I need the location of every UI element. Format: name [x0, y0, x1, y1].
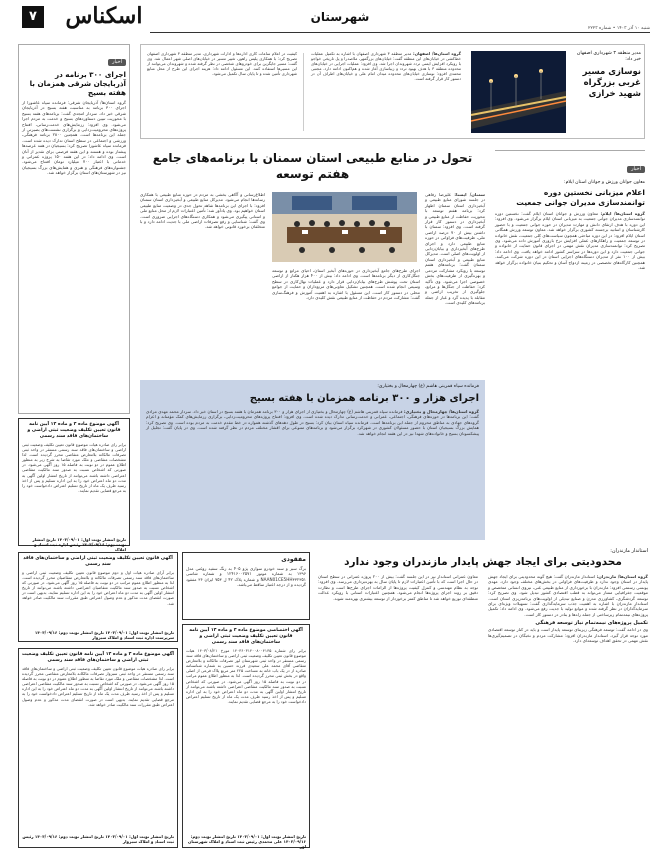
ad-1-foot: تاریخ انتشار نوبت اول: ۱۴۰۳/۰۹/۰۱ تاریخ انتشار نوبت دوم: ۱۴۰۳/۰۹/۱۶ رئیس اداره ثبت اسناد و املاک	[32, 537, 126, 552]
ad-1	[18, 418, 130, 552]
basij-body	[146, 409, 479, 529]
main-col-3: اطلاع‌رسانی و آگاهی بخشی به مردم در حوزه منابع طبیعی با همکاری رسانه‌ها انجام می‌شود. مدیرکل منابع طبیعی و آبخیزداری استان سمنان افزود: با اجرای این برنامه‌ها شاهد تحول جدی در وضعیت منابع طبیعی استان خواهیم بود. وی یادآور شد: تأمین اعتبارات لازم از محل منابع ملی و استانی پیگیری می‌شود و همکاری دستگاه‌های اجرایی ضروری است. وی گفت: شناسایی و رفع تصرفات اراضی ملی با جدیت ادامه دارد و با متخلفان برخورد قانونی خواهد شد.	[140, 192, 265, 230]
ad-4	[182, 624, 310, 848]
ad-2-title: آگهی قانون تعیین تکلیف وضعیت ثبتی اراضی و ساختمان‌های فاقد سند رسمی	[23, 556, 173, 567]
ad-2-body: برابر آرای صادره هیات اول و دوم موضوع قانون تعیین تکلیف وضعیت ثبتی اراضی و ساختمان‌های فاقد سند رسمی تصرفات مالکانه و بلامعارض متقاضیان محرز گردیده است. لذا به منظور اطلاع عموم مراتب در دو نوبت به فاصله ۱۵ روز آگهی می‌شود. در صورتی که اشخاص نسبت به صدور سند مالکیت متقاضیان اعتراضی داشته باشند می‌توانند از تاریخ انتشار اولین آگهی به مدت دو ماه اعتراض خود را به این اداره تسلیم نمایند. بدیهی است در صورت انقضای مدت مذکور و عدم وصول اعتراض طبق مقررات سند مالکیت صادر خواهد شد.	[22, 570, 175, 606]
main-col-2: اجرای طرح‌های جامع آبخیزداری در حوزه‌های آبخیز استان، احیای مراتع و توسعه جنگل‌کاری از دیگر برنامه‌ها است. وی ادامه داد: بیش از ۴۰۰ هزار هکتار از اراضی استان تحت پوشش طرح‌های بیابان‌زدایی قرار دارد و عملیات نهال‌کاری در سطح وسیعی انجام شده است. همچنین تشکیل تعاونی‌های مرتع‌داران و حمایت از جوامع محلی در دستور کار است. این مسئول با اشاره به اهمیت آموزش و فرهنگ‌سازی گفت: مشارکت مردم در حفاظت از منابع طبیعی نقش کلیدی دارد.	[272, 268, 420, 301]
mazandaran-col-left: معاون عمرانی استاندار نیز در این جلسه گفت: بیش از ۲۰۰ پروژه عمرانی در سطح استان در حال اجرا است که با تأمین اعتبارات لازم تا پایان سال به بهره‌برداری می‌رسد. وی افزود: توجه به نظام مهندسی و کنترل کیفیت پروژه‌ها از الزامات اجرای طرح‌ها است و نظارت دقیق بر روند اجرای پروژه‌ها انجام می‌شود. همچنین اعتبارات استانی با رویکرد عدالت منطقه‌ای توزیع خواهد شد تا مناطق کمتر برخوردار از توسعه بیشتری بهره‌مند شوند.	[318, 574, 478, 601]
ad-3-title: مفقودی	[281, 556, 306, 563]
mazandaran-col-right	[488, 574, 648, 844]
ad-4-foot: تاریخ انتشار نوبت اول: ۱۴۰۳/۰۹/۰۱ تاریخ انتشار نوبت دوم: ۱۴۰۳/۰۹/۱۶ علی محمدی رئیس ثبت اسناد و املاک شهرستان لور	[188, 834, 306, 849]
mazandaran-kicker: استاندار مازندران:	[610, 548, 648, 554]
right-mid-kicker: معاون جوانان ورزش و جوانان استان ایلام:	[564, 180, 645, 185]
ad-4-body: برابر رای شماره ۱۴۰۳۶۰۳۱۴۰۰۸۰۰۴۱۳۵ مورخ ۱۴۰۳/۰۸/۲۱ هیات موضوع قانون تعیین تکلیف وضعیت ثبتی اراضی و ساختمان‌های فاقد سند رسمی مستقر در واحد ثبتی شهرستان لور تصرفات مالکانه و بلامعارض متقاضی آقای محمد علی سعیدی فرزند حسین به شماره شناسنامه صادره از در یک باب خانه به مساحت ۲۲۵ متر مربع پلاک فرعی از اصلی واقع در بخش ثبتی محرز گردیده است. لذا به منظور اطلاع عموم مراتب در دو نوبت به فاصله ۱۵ روز آگهی می‌شود. در صورتی که اشخاص نسبت به صدور سند مالکیت متقاضی اعتراضی داشته باشند می‌توانند از تاریخ انتشار اولین آگهی به مدت دو ماه اعتراض خود را به این اداره تسلیم و پس از اخذ رسید ظرف مدت یک ماه از تاریخ تسلیم اعتراض دادخواست خود را به مرجع قضایی تقدیم نمایند.	[186, 648, 306, 704]
top-center-divider	[303, 53, 304, 131]
top-center-col-right	[311, 51, 461, 135]
top-center-lead: گروه استان‌ها/ اصفهان:	[413, 51, 462, 56]
ad-5	[18, 648, 178, 848]
right-mid-text: معاون ورزش و جوانان استان ایلام گفت: نخستین دوره توانمندسازی مدیران جوانی جمعیت به میزبانی استان ایلام برگزار می‌شود. وی افزود: این دوره با هدف ارتقای دانش و مهارت مدیران در حوزه جوانی جمعیت و با حضور کارشناسان و اساتید برجسته کشوری برگزار خواهد شد. معاون توسعه ورزش همگانی استان ایلام افزود: در این دوره مباحثی همچون سیاست‌های کلی جمعیت، نقش خانواده در توسعه جمعیت و راهکارهای عملی افزایش نرخ باروری آموزش داده می‌شود. وی تصریح کرد: توانمندسازی مدیران نقش مهمی در اجرای قانون حمایت از خانواده و جوانی جمعیت دارد و این دوره‌ها در سراسر کشور ادامه خواهد یافت. وی ادامه داد: بیش از ۱۰۰ نفر از مدیران دستگاه‌های اجرایی استان در این دوره شرکت می‌کنند. همچنین کارگاه‌های تخصصی در زمینه ازدواج آسان و تحکیم بنیان خانواده برگزار خواهد شد.	[495, 211, 645, 271]
ad-4-title: آگهی اختصاصی موضوع ماده ۳ و ماده ۱۳ آیین نامه قانون تعیین تکلیف وضعیت ثبتی اراضی و ساختمان‌های فاقد سند رسمی	[189, 628, 303, 645]
right-mid-story	[495, 150, 645, 540]
mazandaran-intro: گروه استان‌ها/ مازندران:	[596, 574, 648, 579]
main-col-1-text: علیرضا رفاهی در جلسه شورای منابع طبیعی و آبخیزداری استان سمنان اظهار کرد: برنامه هفتم توسعه با محوریت حفاظت از منابع طبیعی و آبخیزداری در دستور کار قرار گرفته است. وی افزود: سمنان با داشتن بیش از ۷۰ درصد اراضی ملی، ظرفیت‌های فراوانی در حوزه منابع طبیعی دارد و اجرای طرح‌های آبخیزداری و بیابان‌زدایی از اولویت‌های اصلی است. مدیرکل منابع طبیعی و آبخیزداری استان سمنان گفت: برنامه‌های هفتم توسعه با رویکرد مشارکت مردمی و بهره‌گیری از ظرفیت‌های بخش خصوصی اجرا می‌شود. وی تأکید کرد: حفاظت از جنگل‌ها و مراتع، جلوگیری از تخریب اراضی و مقابله با پدیده گرد و غبار از جمله برنامه‌های کلیدی است.	[425, 192, 485, 306]
mazandaran-subhead: تکمیل پروژه‌های نیمه‌تمام نیاز توسعه فرهنگی	[535, 620, 648, 627]
right-mid-body	[495, 211, 645, 541]
ad-5-foot: تاریخ انتشار نوبت اول: ۱۴۰۳/۰۹/۰۱ تاریخ انتشار نوبت دوم: ۱۴۰۳/۰۹/۱۶ رئیس ثبت اسناد و املاک سبزوار	[22, 834, 174, 844]
ad-2-foot: تاریخ انتشار نوبت اول: ۱۴۰۳/۰۹/۰۱ تاریخ انتشار نوبت دوم: ۱۴۰۳/۰۹/۱۶ سرپرست اداره ثبت اسناد و املاک سبزوار	[34, 630, 174, 640]
mazandaran-body-1: استاندار مازندران گفت: هیچ گونه محدودیتی برای ایجاد جهش پایدار در استان وجود ندارد و ظرفیت‌های فراوانی در بخش‌های مختلف وجود دارد. مهدی یونسی رستمی افزود: مازندران با برخورداری از منابع طبیعی غنی، نیروی انسانی متخصص و موقعیت جغرافیایی ممتاز می‌تواند به قطب اقتصادی کشور تبدیل شود. وی تصریح کرد: توسعه گردشگری، کشاورزی مدرن و صنایع تبدیلی از اولویت‌های برنامه‌ریزی استان است. استاندار مازندران با اشاره به اهمیت جذب سرمایه‌گذاری گفت: تسهیلات ویژه‌ای برای سرمایه‌گذاران در نظر گرفته شده و موانع تولید با جدیت رفع می‌شود. وی ادامه داد: تکمیل پروژه‌های نیمه‌تمام زیرساختی از جمله راه‌ها و بنادر در دستور کار است.	[488, 574, 648, 617]
top-center-box	[140, 44, 645, 139]
mazandaran-story	[318, 548, 648, 848]
top-center-body: مدیر منطقه ۳ شهرداری اصفهان با اشاره به تکمیل عملیات خط‌کشی در خیابان‌های این منطقه گفت: خیابان‌های بزرگمهر، ملاصدرا و پل تاریخی خواجو با رویکرد افزایش ایمنی تردد شهروندان اجرا شد. وی افزود: عملیات اجرایی در خیابان‌های محدوده منطقه ۳ با هدف بهبود تردد و زیباسازی آغاز شده و هم‌اکنون ادامه دارد. مجتبی محمدی افزود: نوسازی خیابان‌های محدوده میدان امام علی و خیابان‌های اطراف آن در دستور کار قرار گرفته است.	[311, 51, 461, 82]
basij-kicker: فرمانده سپاه قمربنی هاشم (ع) چهارمحال و بختیاری:	[377, 384, 479, 389]
top-center-col-left: کیفیت در اعلام ساعات کاری اداره‌ها و ادارات شهرداری، مدیر منطقه ۳ شهرداری اصفهان تصریح کرد: با همکاری پلیس راهور، تغییر مسیر در خیابان‌های اصلی شهر اعمال شد. وی گفت: مسیر جایگزین برای خودروهای شخصی در نظر گرفته شده و شهروندان می‌توانند از این مسیرها استفاده کنند. این مسئول ادامه داد: هزینه اجرای این طرح از محل منابع شهرداری تأمین شده و تا پایان سال تکمیل می‌شود.	[147, 51, 297, 77]
ad-1-body: برابر رای صادره هیات موضوع قانون تعیین تکلیف وضعیت ثبتی اراضی و ساختمان‌های فاقد سند رسمی مستقر در واحد ثبتی تصرفات مالکانه بلامعارض متقاضی محرز گردیده است. لذا مشخصات متقاضی و ملک مورد تقاضا به شرح زیر به منظور اطلاع عموم در دو نوبت به فاصله ۱۵ روز آگهی می‌شود. در صورتی که اشخاص نسبت به صدور سند مالکیت متقاضی اعتراضی داشته باشند می‌توانند از تاریخ انتشار اولین آگهی به مدت دو ماه اعتراض خود را به این اداره تسلیم و پس از اخذ رسید ظرف یک ماه از تاریخ تسلیم اعتراض دادخواست خود را به مرجع قضایی تقدیم نمایند.	[22, 442, 126, 493]
news-pill: اخبار	[108, 59, 126, 66]
section-label: شهرستان	[310, 10, 370, 24]
ad-1-title: آگهی موضوع ماده ۳ و ماده ۱۳ آیین نامه قانون تعیین تکلیف وضعیت ثبتی اراضی و ساختمان‌های فاقد سند رسمی	[27, 422, 121, 439]
basij-text: فرمانده سپاه قمربنی هاشم (ع) چهارمحال و بختیاری از اجرای هزار و ۳۰۰ برنامه همزمان با هفته بسیج در استان خبر داد. سردار محمد مهدی مرادی گفت: این برنامه‌ها در حوزه‌های فرهنگی، اجتماعی، عمرانی و خدمت‌رسانی تدارک دیده شده است. وی افزود: افتتاح پروژه‌های محرومیت‌زدایی، برگزاری رزمایش‌های کمک مؤمنانه و اعزام گروه‌های جهادی به مناطق محروم از جمله این برنامه‌ها است. فرمانده سپاه استان بیان کرد: بسیج در طول دهه‌های گذشته همواره در خط مقدم خدمت به مردم بوده است. وی تصریح کرد: همایش بزرگ بسیجیان استان با حضور مسئولان کشوری در شهرکرد برگزار می‌شود و برنامه‌های متنوعی برای اقشار مختلف مردم در نظر گرفته شده است. وی در پایان گفت: تجلیل از پیشکسوتان بسیج و خانواده‌های شهدا نیز در این هفته انجام خواهد شد.	[146, 409, 479, 436]
basij-title: اجرای هزار و ۳۰۰ برنامه همزمان با هفته بسیج	[249, 393, 479, 404]
news-pill-2: اخبار	[627, 166, 645, 173]
meeting-image	[272, 192, 417, 262]
mazandaran-body-2: وی در ادامه گفت: توسعه فرهنگی زیربنای توسعه پایدار است و باید در کنار توسعه اقتصادی مورد توجه قرار گیرد. استاندار مازندران افزود: مشارکت مردم و نخبگان در تصمیم‌گیری‌ها نقش مهمی در تحقق اهداف توسعه‌ای دارد.	[488, 627, 648, 644]
date-line: شنبه ۱۰ آذر ۱۴۰۳ • شماره ۲۲۲۳	[587, 26, 650, 31]
mazandaran-title: محدودیتی برای ایجاد جهش پایدار مازندران وجود ندارد	[344, 556, 622, 568]
right-mid-intro: گروه استان‌ها/ ایلام:	[600, 211, 645, 216]
top-left-body: گروه استان‌ها/ آذربایجان شرقی: فرمانده سپاه عاشورا از اجرای ۳۰۰ برنامه به مناسبت هفته بسیج در آذربایجان شرقی خبر داد. سردار امجدی گفت: برنامه‌های هفته بسیج با محوریت تبیین دستاوردهای بسیج و خدمت به مردم اجرا می‌شود. وی افزود: رزمایش‌های خدمت‌رسانی، افتتاح پروژه‌های محرومیت‌زدایی و برگزاری نشست‌های بصیرتی از جمله این برنامه‌ها است. همچنین ۲۸۰۰ برنامه فرهنگی، ورزشی و اجتماعی در سطح استان تدارک دیده شده است. فرمانده سپاه عاشورا تصریح کرد: بسیجیان در همه عرصه‌ها پیشتاز بوده و هستند و این هفته فرصتی برای تقدیر از آنان است. وی ادامه داد: در این هفته ۱۵۰ پروژه عمرانی و خدماتی با اعتبار ۷۰۰ میلیارد تومان افتتاح می‌شود. جشنواره‌های فرهنگی و هنری و همایش‌های بزرگ بسیجیان نیز در شهرستان‌های استان برگزار خواهد شد.	[22, 100, 126, 176]
ad-5-title: آگهی موضوع ماده ۳ و ماده ۱۳ آیین نامه قانون تعیین تکلیف وضعیت ثبتی اراضی و ساختمان‌های فاقد سند رسمی	[22, 652, 174, 663]
ad-2	[18, 552, 178, 642]
meeting-photo	[272, 192, 417, 262]
main-title: تحول در منابع طبیعی استان سمنان با برنامه‌های جامع هفتم توسعه	[152, 151, 473, 181]
right-mid-title: اعلام میزبانی نخستین دوره توانمندسازی مدیران جوانی جمعیت	[516, 188, 645, 207]
top-center-kicker: مدیر منطقه ۳ شهرداری اصفهان خبر داد:	[576, 51, 641, 62]
basij-intro: گروه استان‌ها/ چهارمحال و بختیاری:	[403, 409, 479, 414]
ad-3-body: برگ سبز و سند خودرو سواری پژو ۴۰۵ به رنگ سفید روغنی مدل ۱۳۹۶ به شماره موتور ۱۲۴۱۶۰۰۲۵۷۱ و شماره شاسی NAAN01CE5HH۳۳۲۳۵۱ و شماره پلاک ۴۲ ل ۷۵۳ ایران ۳۶ مفقود گردیده و از درجه اعتبار ساقط می‌باشد.	[186, 566, 307, 588]
top-left-title: اجرای ۳۰۰ برنامه در آذربایجان شرقی همزمان با هفته بسیج	[29, 70, 126, 97]
ad-3	[182, 552, 310, 620]
page-number-badge: ۷	[22, 6, 44, 28]
ad-5-body: برابر رای صادره هیات موضوع قانون تعیین تکلیف وضعیت ثبتی اراضی و ساختمان‌های فاقد سند رسمی مستقر در واحد ثبتی سبزوار تصرفات مالکانه بلامعارض متقاضی محرز گردیده است. لذا مشخصات متقاضی و ملک مورد تقاضا به منظور اطلاع عموم در دو نوبت به فاصله ۱۵ روز آگهی می‌شود. در صورتی که اشخاص نسبت به صدور سند مالکیت متقاضی اعتراضی داشته باشند می‌توانند از تاریخ انتشار اولین آگهی به مدت دو ماه اعتراض خود را به این اداره تسلیم و پس از اخذ رسید ظرف مدت یک ماه از تاریخ تسلیم اعتراض دادخواست خود را به مرجع قضایی تقدیم نمایند. بدیهی است در صورت انقضای مدت مذکور و عدم وصول اعتراض طبق مقررات سند مالکیت صادر خواهد شد.	[22, 666, 174, 707]
top-left-news-box	[18, 44, 130, 414]
night-highway-image	[471, 51, 566, 133]
top-center-headline	[573, 51, 641, 133]
main-intro: سمنان/ ایسنا:	[454, 192, 485, 197]
brand-logo: اسکناس	[65, 3, 143, 29]
top-center-photo-title: نوسازی مسیر غربی بزرگراه شهید خرازی	[582, 67, 641, 99]
masthead	[0, 0, 666, 40]
main-col-1	[425, 192, 485, 372]
main-story	[140, 150, 485, 375]
basij-band	[140, 380, 485, 540]
top-center-photo	[471, 51, 566, 133]
masthead-rule	[150, 32, 650, 33]
